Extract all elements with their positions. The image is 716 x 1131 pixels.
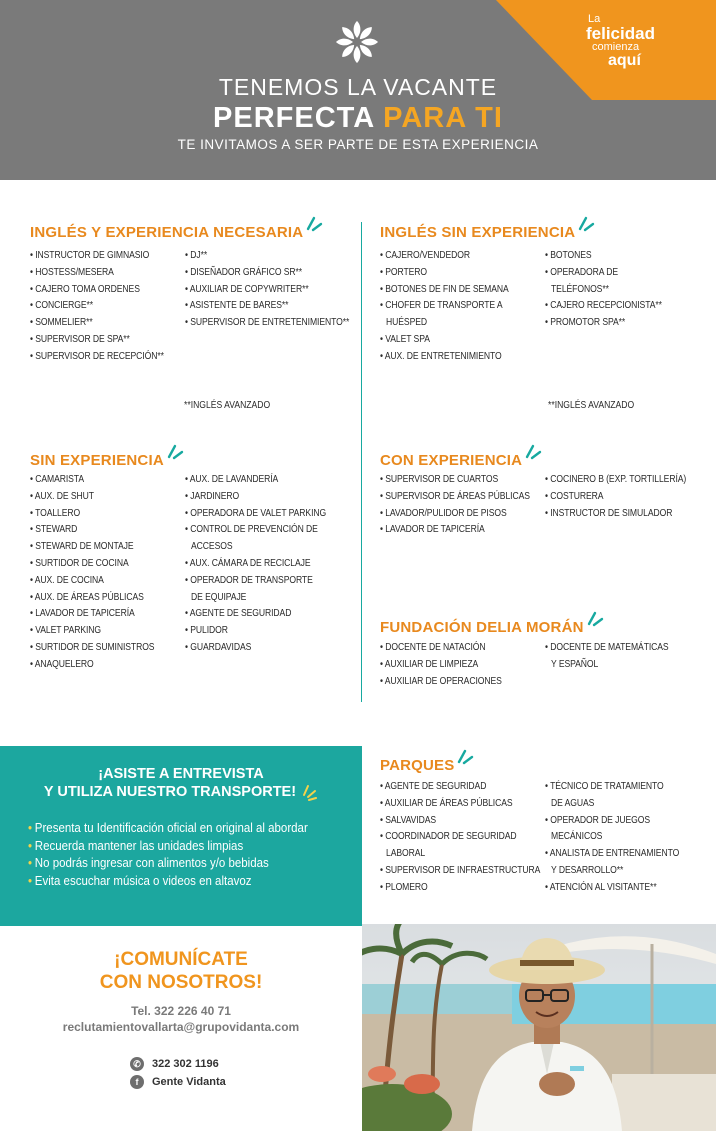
list-item: • AUXILIAR DE LIMPIEZA — [380, 658, 479, 670]
list-item: • AUX. DE ENTRETENIMIENTO — [380, 350, 502, 362]
sparkle-icon — [577, 214, 595, 232]
list-item: • AGENTE DE SEGURIDAD — [185, 608, 292, 620]
whatsapp-contact[interactable]: ✆ 322 302 1196 — [130, 1056, 219, 1072]
list-item: • AUX. DE LAVANDERÍA — [185, 474, 279, 485]
list-parques-col2 — [545, 779, 701, 897]
list-item: • CAJERO RECEPCIONISTA** — [545, 300, 662, 312]
list-item: • CHOFER DE TRANSPORTE A — [380, 300, 503, 312]
list-item: • SUPERVISOR DE INFRAESTRUCTURA — [380, 864, 541, 876]
list-fundacion-col1 — [380, 640, 522, 690]
slogan-line-2: felicidad — [586, 24, 655, 43]
list-item: • AUX. DE COCINA — [30, 574, 104, 586]
list-item: LABORAL — [386, 848, 426, 860]
list-item: • OPERADOR DE TRANSPORTE — [185, 574, 313, 586]
list-item: • SUPERVISOR DE RECEPCIÓN** — [30, 350, 164, 362]
sparkle-icon — [456, 747, 474, 765]
list-item: • OPERADOR DE JUEGOS — [545, 814, 650, 826]
list-item: • COCINERO B (EXP. TORTILLERÍA) — [545, 474, 687, 485]
list-item: • AUX. DE SHUT — [30, 490, 94, 502]
list-ingles-sin-col1 — [380, 248, 530, 366]
sparkle-icon — [524, 442, 542, 460]
list-item: • SUPERVISOR DE ÁREAS PÚBLICAS — [380, 490, 530, 502]
contact-email[interactable]: reclutamientovallarta@grupovidanta.com — [62, 1020, 300, 1034]
list-item: • PULIDOR — [185, 625, 228, 637]
list-item: • DJ** — [185, 250, 208, 261]
interview-info-box — [0, 746, 362, 926]
section-title-con-experiencia: CON EXPERIENCIA — [380, 452, 542, 469]
slogan-line-3: comienza — [592, 41, 640, 53]
list-item: • INSTRUCTOR DE SIMULADOR — [545, 507, 673, 519]
contact-phone[interactable]: Tel. 322 226 40 71 — [131, 1004, 231, 1018]
list-item: ACCESOS — [191, 541, 233, 553]
title-line-1: TENEMOS LA VACANTE — [218, 74, 498, 100]
section-title-parques: PARQUES — [380, 757, 474, 774]
header-banner — [0, 0, 716, 180]
section-title-sin-experiencia: SIN EXPERIENCIA — [30, 452, 184, 469]
list-item: • SALVAVIDAS — [380, 814, 436, 826]
list-item: • CAMARISTA — [30, 474, 84, 485]
list-item: • SOMMELIER** — [30, 317, 93, 329]
list-item: MECÁNICOS — [551, 831, 603, 843]
list-item: • PORTERO — [380, 266, 428, 278]
list-item: HUÉSPED — [386, 317, 428, 329]
list-item: • SUPERVISOR DE SPA** — [30, 333, 130, 345]
facebook-icon: f — [130, 1075, 144, 1089]
list-item: DE EQUIPAJE — [191, 591, 247, 603]
list-item: • SUPERVISOR DE CUARTOS — [380, 474, 499, 485]
list-item: • DISEÑADOR GRÁFICO SR** — [185, 266, 303, 278]
title-word-para-ti: PARA TI — [383, 102, 503, 134]
list-item: • LAVADOR DE TAPICERÍA — [30, 608, 135, 620]
subtitle: TE INVITAMOS A SER PARTE DE ESTA EXPERIENCIA — [177, 137, 539, 152]
list-item: • AUXILIAR DE ÁREAS PÚBLICAS — [380, 797, 513, 809]
list-item: • GUARDAVIDAS — [185, 641, 252, 653]
facebook-contact[interactable]: f Gente Vidanta — [130, 1074, 226, 1090]
list-item: • ASISTENTE DE BARES** — [185, 300, 289, 312]
list-item: • LAVADOR DE TAPICERÍA — [380, 524, 485, 536]
sparkle-icon — [305, 214, 323, 232]
whatsapp-icon: ✆ — [130, 1057, 144, 1071]
list-con-exp-col2 — [545, 472, 709, 522]
list-item: • VALET SPA — [380, 333, 430, 345]
list-item: • DOCENTE DE NATACIÓN — [380, 642, 486, 653]
list-item: • SURTIDOR DE SUMINISTROS — [30, 641, 155, 653]
list-ingles-exp-col1 — [30, 248, 186, 366]
slogan-line-4: aquí — [608, 52, 641, 69]
note-ingles-avanzado: **INGLÉS AVANZADO — [548, 400, 635, 411]
flower-logo-icon — [335, 20, 379, 64]
list-item: Y DESARROLLO** — [551, 864, 624, 876]
list-ingles-exp-col2 — [185, 248, 376, 332]
list-item: • AUX. CÁMARA DE RECICLAJE — [185, 557, 311, 569]
list-item: • ANALISTA DE ENTRENAMIENTO — [545, 848, 680, 860]
list-item: • AUXILIAR DE COPYWRITER** — [185, 283, 309, 295]
list-item: • OPERADORA DE VALET PARKING — [185, 507, 327, 519]
list-item: • JARDINERO — [185, 490, 240, 502]
slogan-line-1: La — [588, 13, 601, 25]
list-item: • AUX. DE ÁREAS PÚBLICAS — [30, 591, 144, 603]
resort-employee-photo — [362, 924, 716, 1131]
list-item: Y ESPAÑOL — [551, 658, 599, 670]
list-item: • CAJERO/VENDEDOR — [380, 250, 470, 261]
note-ingles-avanzado: **INGLÉS AVANZADO — [184, 400, 271, 411]
list-item: • PROMOTOR SPA** — [545, 317, 626, 329]
list-item: • INSTRUCTOR DE GIMNASIO — [30, 250, 150, 261]
list-item: • AGENTE DE SEGURIDAD — [380, 781, 487, 792]
interview-title: ¡ASISTE A ENTREVISTA Y UTILIZA NUESTRO TRANSPORTE! — [0, 766, 362, 801]
list-item: • BOTONES DE FIN DE SEMANA — [380, 283, 509, 295]
list-item: • COSTURERA — [545, 490, 604, 502]
list-item: • DOCENTE DE MATEMÁTICAS — [545, 642, 669, 653]
list-item: • CONTROL DE PREVENCIÓN DE — [185, 524, 318, 536]
list-item: • Recuerda mantener las unidades limpias — [28, 838, 244, 853]
list-item: • LAVADOR/PULIDOR DE PISOS — [380, 507, 507, 519]
interview-list — [28, 820, 332, 890]
sparkle-icon — [166, 442, 184, 460]
section-title-ingles-sin-experiencia: INGLÉS SIN EXPERIENCIA — [380, 224, 595, 241]
title-word-perfecta: PERFECTA — [213, 102, 375, 134]
list-item: • BOTONES — [545, 250, 592, 261]
list-item: • TÉCNICO DE TRATAMIENTO — [545, 781, 664, 792]
list-item: • STEWARD — [30, 524, 78, 536]
list-item: • SUPERVISOR DE ENTRETENIMIENTO** — [185, 317, 350, 329]
list-item: • COORDINADOR DE SEGURIDAD — [380, 831, 517, 843]
list-item: • Evita escuchar música o videos en altavoz — [28, 873, 252, 888]
contact-title: ¡COMUNÍCATE CON NOSOTROS! — [99, 949, 263, 993]
list-fundacion-col2 — [545, 640, 689, 674]
list-parques-col1 — [380, 779, 566, 897]
list-sin-exp-col1 — [30, 472, 175, 674]
list-item: • SURTIDOR DE COCINA — [30, 557, 129, 569]
sparkle-icon — [300, 783, 318, 801]
list-con-exp-col1 — [380, 472, 554, 539]
list-item: • Presenta tu Identificación oficial en original al abordar — [28, 821, 308, 835]
list-item: • TOALLERO — [30, 507, 81, 519]
list-item: • HOSTESS/MESERA — [30, 266, 114, 278]
list-item: • STEWARD DE MONTAJE — [30, 541, 134, 553]
list-item: • No podrás ingresar con alimentos y/o bebidas — [28, 856, 269, 870]
list-item: • CONCIERGE** — [30, 300, 94, 312]
list-item: • PLOMERO — [380, 881, 428, 893]
list-item: • ANAQUELERO — [30, 658, 94, 670]
list-sin-exp-col2 — [185, 472, 349, 657]
list-item: DE AGUAS — [551, 797, 595, 809]
sparkle-icon — [586, 609, 604, 627]
list-item: • CAJERO TOMA ORDENES — [30, 283, 140, 295]
section-title-ingles-experiencia: INGLÉS Y EXPERIENCIA NECESARIA — [30, 224, 323, 241]
list-ingles-sin-col2 — [545, 248, 681, 332]
section-title-fundacion: FUNDACIÓN DELIA MORÁN — [380, 619, 604, 636]
list-item: • ATENCIÓN AL VISITANTE** — [545, 881, 657, 893]
list-item: TELÉFONOS** — [551, 283, 609, 295]
list-item: • OPERADORA DE — [545, 266, 619, 278]
list-item: • AUXILIAR DE OPERACIONES — [380, 675, 502, 687]
title-line-2 — [0, 102, 716, 135]
list-item: • VALET PARKING — [30, 625, 102, 637]
